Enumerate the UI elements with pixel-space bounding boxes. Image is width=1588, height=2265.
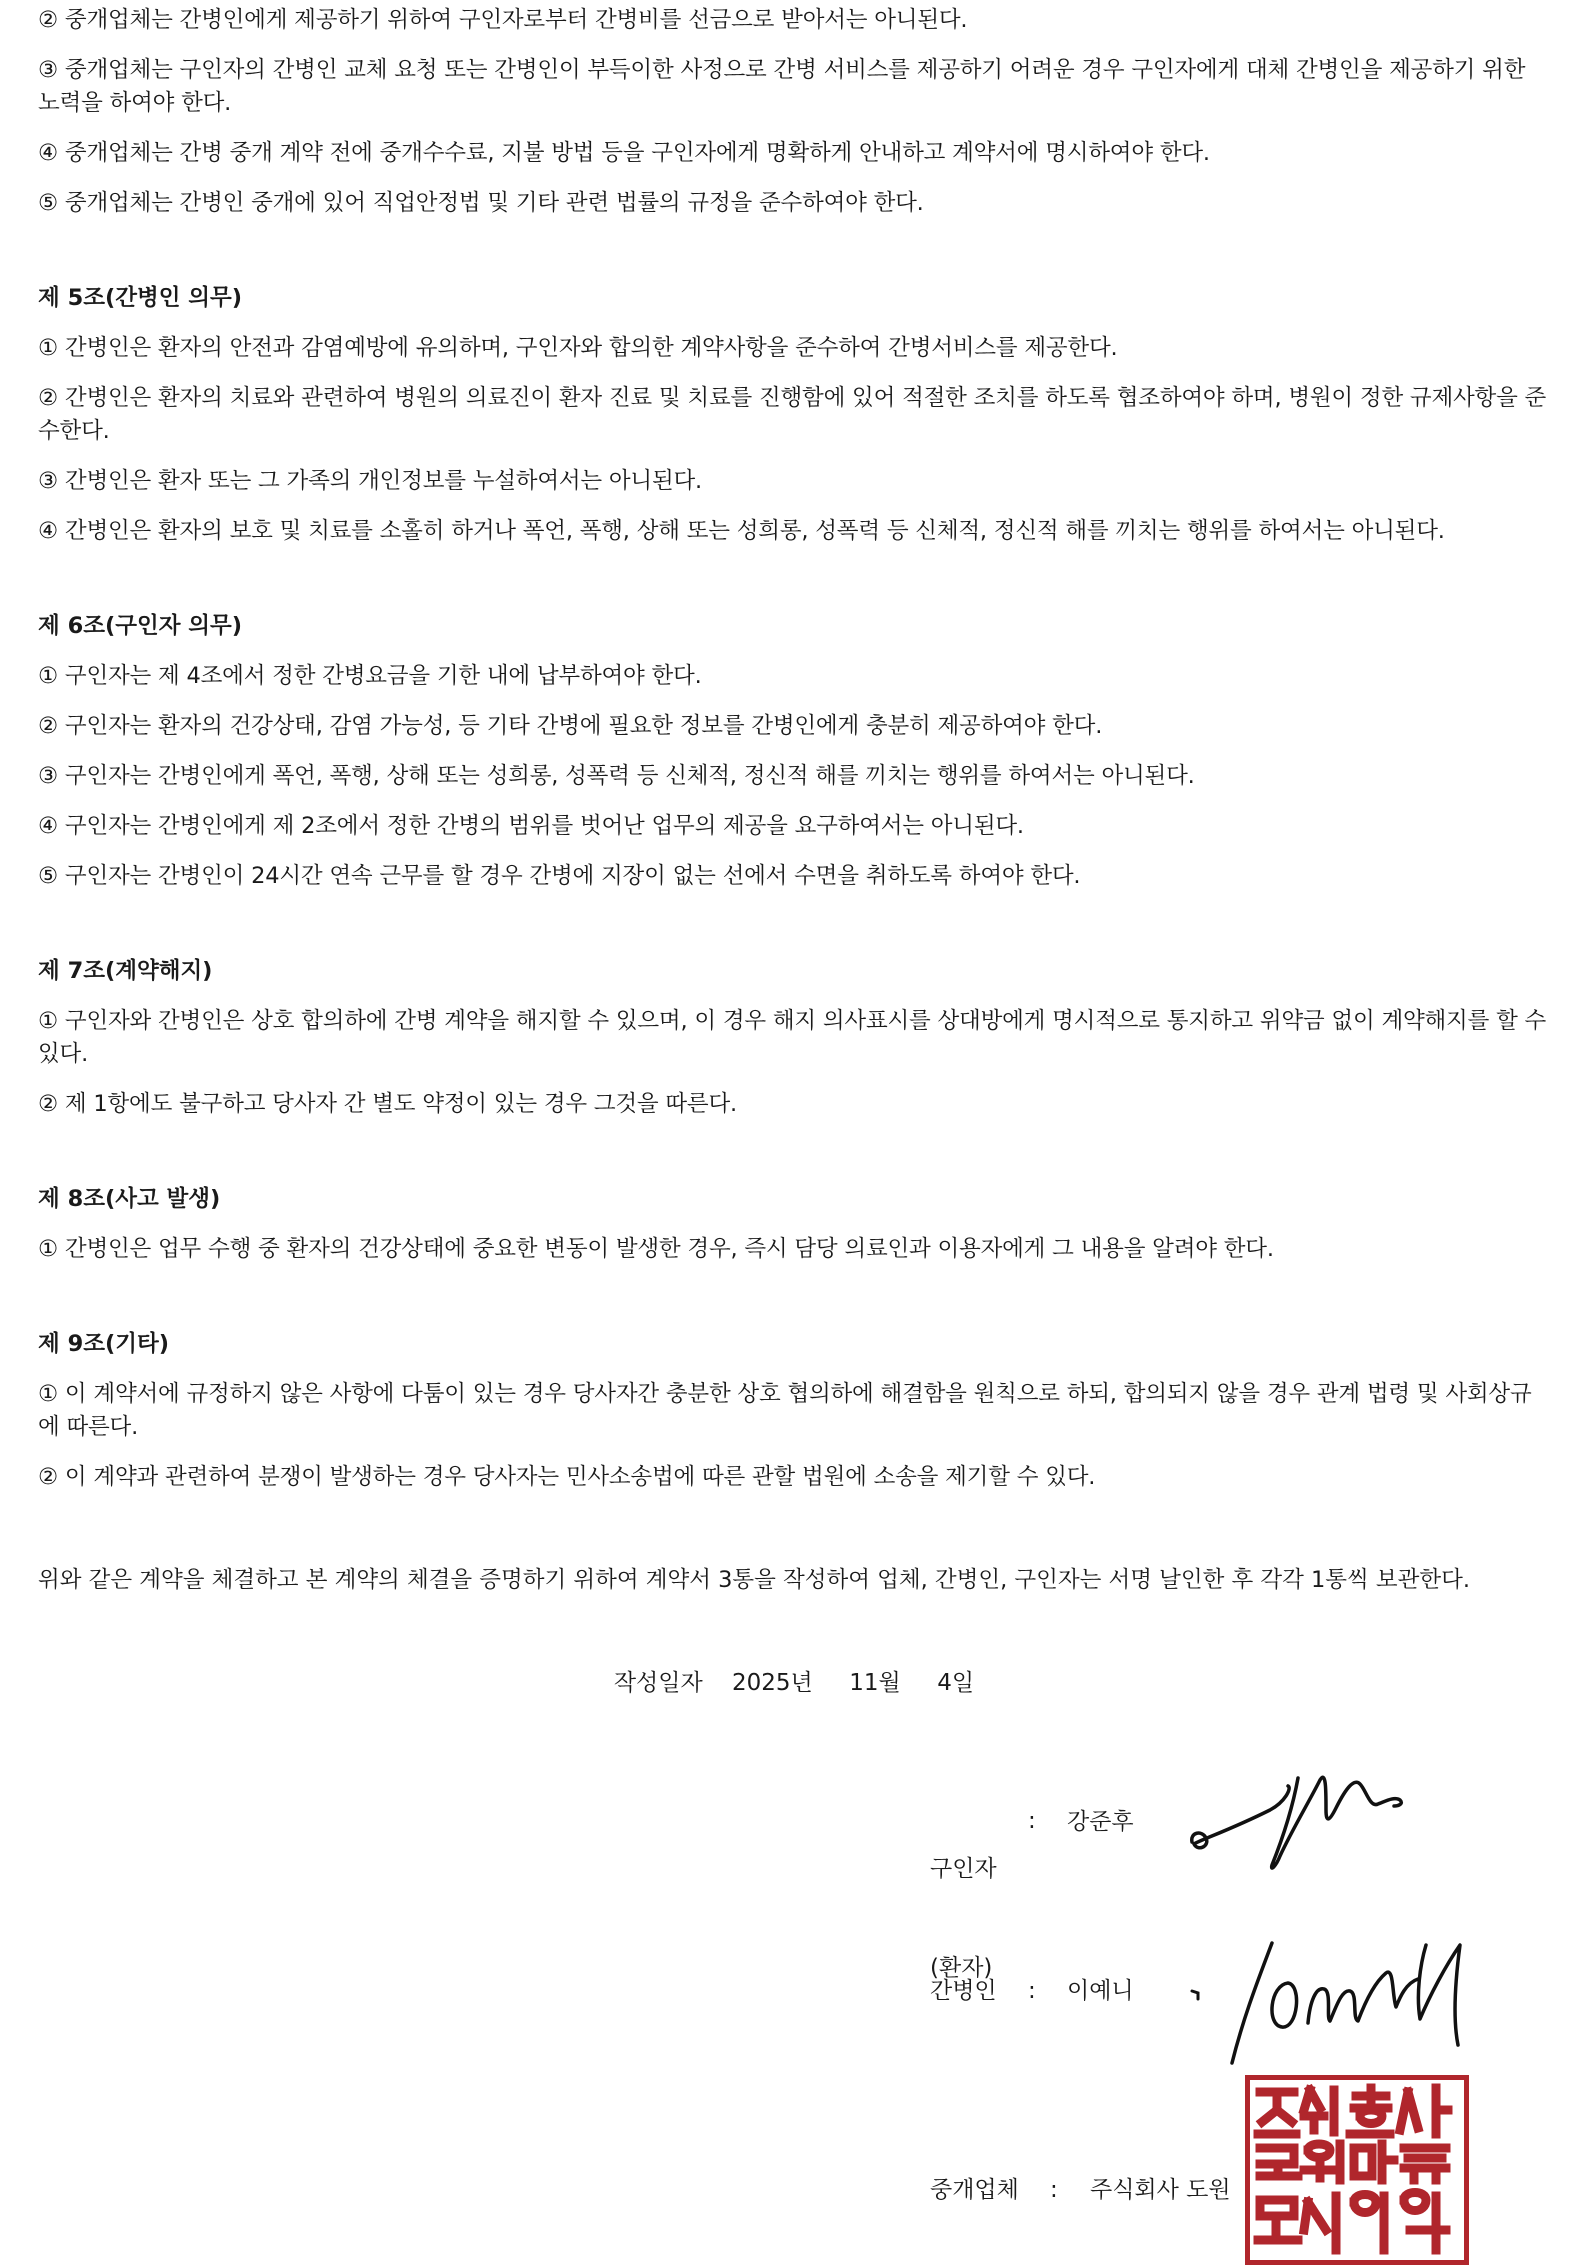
- clause-item: ③ 구인자는 간병인에게 폭언, 폭행, 상해 또는 성희롱, 성폭력 등 신체적, 정신적 해를 끼치는 행위를 하여서는 아니된다.: [38, 763, 1195, 789]
- section-8-accident: [38, 1183, 1550, 1266]
- caregiver-colon: :: [1028, 1978, 1036, 2004]
- clause-item: ② 구인자는 환자의 건강상태, 감염 가능성, 등 기타 간병에 필요한 정보를 간병인에게 충분히 제공하여야 한다.: [38, 713, 1103, 739]
- clause-item: ③ 중개업체는 구인자의 간병인 교체 요청 또는 간병인이 부득이한 사정으로 간병 서비스를 제공하기 어려운 경우 구인자에게 대체 간병인을 제공하기 위한 노력을 하여야 한다.: [38, 57, 1526, 116]
- clause-item: ① 간병인은 업무 수행 중 환자의 건강상태에 중요한 변동이 발생한 경우, 즉시 담당 의료인과 이용자에게 그 내용을 알려야 한다.: [38, 1236, 1274, 1262]
- date-line: 작성일자 2025년 11월 4일: [613, 1670, 975, 1696]
- clause-item: ① 구인자는 제 4조에서 정한 간병요금을 기한 내에 납부하여야 한다.: [38, 663, 702, 689]
- section-4-continued: [38, 4, 1550, 220]
- section-5-caregiver-duty: [38, 282, 1550, 548]
- seal-stamp-graphic: [1250, 2080, 1464, 2260]
- clause-item: ① 간병인은 환자의 안전과 감염예방에 유의하며, 구인자와 합의한 계약사항을 준수하여 간병서비스를 제공한다.: [38, 335, 1118, 361]
- section-heading: 제 7조(계약해지): [38, 958, 213, 984]
- clause-item: ⑤ 중개업체는 간병인 중개에 있어 직업안정법 및 기타 관련 법률의 규정을 준수하여야 한다.: [38, 190, 924, 216]
- clause-item: ① 이 계약서에 규정하지 않은 사항에 다툼이 있는 경우 당사자간 충분한 상호 협의하에 해결함을 원칙으로 하되, 합의되지 않을 경우 관계 법령 및 사회상규에 따른다.: [38, 1381, 1532, 1440]
- client-name: 강준후: [1067, 1809, 1134, 1835]
- clause-item: ② 제 1항에도 불구하고 당사자 간 별도 약정이 있는 경우 그것을 따른다.: [38, 1091, 737, 1117]
- agency-label: 중개업체: [930, 2177, 1019, 2203]
- section-9-misc: [38, 1328, 1550, 1494]
- caregiver-name: 이예니: [1067, 1978, 1134, 2004]
- clause-item: ⑤ 구인자는 간병인이 24시간 연속 근무를 할 경우 간병에 지장이 없는 선에서 수면을 취하도록 하여야 한다.: [38, 863, 1081, 889]
- client-signature: [1180, 1760, 1460, 1890]
- company-seal: [1245, 2075, 1469, 2265]
- section-6-client-duty: [38, 610, 1550, 893]
- section-heading: 제 5조(간병인 의무): [38, 285, 243, 311]
- client-label-line2: (환자): [930, 1955, 993, 1981]
- section-7-termination: [38, 955, 1550, 1121]
- contract-document: [38, 0, 1550, 1597]
- section-heading: 제 8조(사고 발생): [38, 1186, 221, 1212]
- clause-item: ④ 중개업체는 간병 중개 계약 전에 중개수수료, 지불 방법 등을 구인자에게 명확하게 안내하고 계약서에 명시하여야 한다.: [38, 140, 1210, 166]
- agency-colon: :: [1050, 2177, 1058, 2203]
- closing-statement: 위와 같은 계약을 체결하고 본 계약의 체결을 증명하기 위하여 계약서 3통을 작성하여 업체, 간병인, 구인자는 서명 날인한 후 각각 1통씩 보관한다.: [38, 1567, 1471, 1593]
- clause-item: ② 이 계약과 관련하여 분쟁이 발생하는 경우 당사자는 민사소송법에 따른 관할 법원에 소송을 제기할 수 있다.: [38, 1464, 1096, 1490]
- section-heading: 제 6조(구인자 의무): [38, 613, 243, 639]
- clause-item: ② 간병인은 환자의 치료와 관련하여 병원의 의료진이 환자 진료 및 치료를 진행함에 있어 적절한 조치를 하도록 협조하여야 하며, 병원이 정한 규제사항을 준수한다.: [38, 385, 1547, 444]
- caregiver-signature: [1190, 1935, 1540, 2075]
- clause-item: ③ 간병인은 환자 또는 그 가족의 개인정보를 누설하여서는 아니된다.: [38, 468, 702, 494]
- caregiver-label: 간병인: [930, 1978, 997, 2004]
- client-colon: :: [1028, 1808, 1036, 1834]
- agency-name: 주식회사 도원: [1090, 2177, 1231, 2203]
- section-heading: 제 9조(기타): [38, 1331, 169, 1357]
- clause-item: ④ 간병인은 환자의 보호 및 치료를 소홀히 하거나 폭언, 폭행, 상해 또는 성희롱, 성폭력 등 신체적, 정신적 해를 끼치는 행위를 하여서는 아니된다.: [38, 518, 1445, 544]
- clause-item: ② 중개업체는 간병인에게 제공하기 위하여 구인자로부터 간병비를 선금으로 받아서는 아니된다.: [38, 7, 968, 33]
- clause-item: ④ 구인자는 간병인에게 제 2조에서 정한 간병의 범위를 벗어난 업무의 제공을 요구하여서는 아니된다.: [38, 813, 1024, 839]
- clause-item: ① 구인자와 간병인은 상호 합의하에 간병 계약을 해지할 수 있으며, 이 경우 해지 의사표시를 상대방에게 명시적으로 통지하고 위약금 없이 계약해지를 할 수 있다.: [38, 1008, 1547, 1067]
- client-label-line1: 구인자: [930, 1856, 997, 1882]
